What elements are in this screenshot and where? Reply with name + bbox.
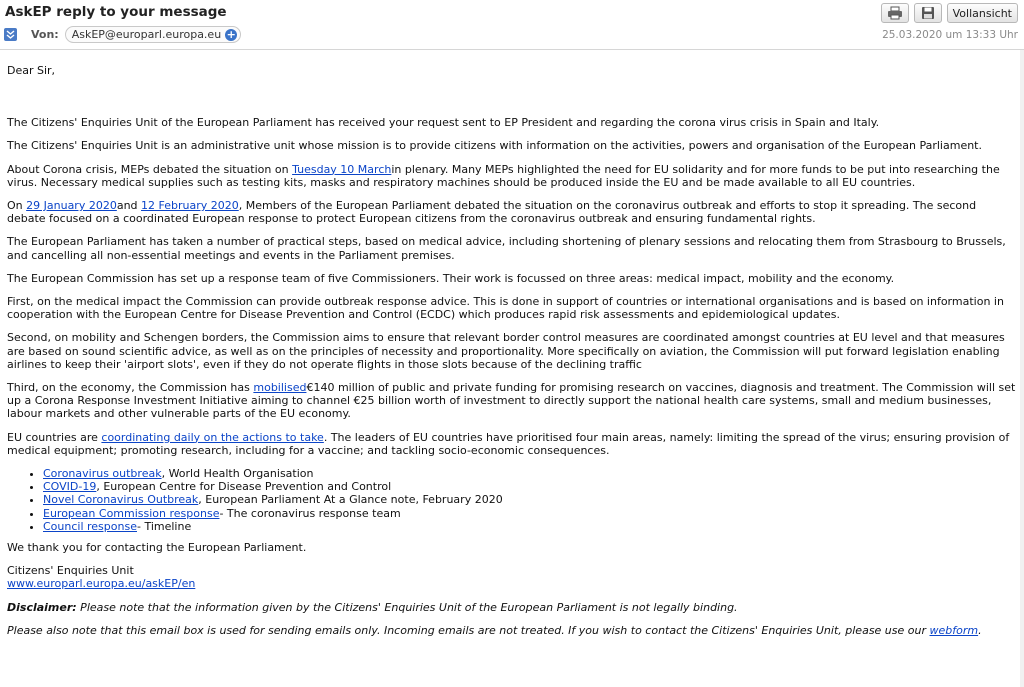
signature <box>7 564 1016 590</box>
text: €140 million of public and private funding for promising research on vaccines, diagnosis and treatment. The Commission will set up a Corona Response Investment Initiative aiming to channel €25 billion worth of investment to directly support the national health care systems, small and medium businesses, labour markets and other vulnerable parts of the EU economy. <box>7 381 1016 421</box>
text: Third, on the economy, the Commission has <box>7 381 254 395</box>
floppy-disk-icon <box>921 6 935 20</box>
fullview-button[interactable]: Vollansicht <box>947 3 1018 23</box>
list-item <box>43 467 1016 480</box>
link-29-january-2020[interactable]: 29 January 2020 <box>26 199 117 213</box>
sender-address: AskEP@europarl.europa.eu <box>71 28 222 41</box>
paragraph <box>7 199 1016 225</box>
printer-icon <box>887 6 903 20</box>
print-button[interactable] <box>881 3 909 23</box>
message-body <box>0 50 1024 637</box>
text: . The leaders of EU countries have prioritised four main areas, namely: limiting the spread of the virus; ensuring provision of medical equipment; promoting research, including for a vaccine; and tackling socio-economic consequences. <box>7 430 1010 457</box>
link-coordinating-daily[interactable]: coordinating daily on the actions to take <box>101 430 324 444</box>
message-subject: AskEP reply to your message <box>5 4 227 20</box>
save-button[interactable] <box>914 3 942 23</box>
webform-link[interactable]: webform <box>929 623 979 637</box>
link-coronavirus-outbreak[interactable]: Coronavirus outbreak <box>43 467 162 481</box>
text: - The coronavirus response team <box>219 506 401 520</box>
text: , European Centre for Disease Prevention and Control <box>96 480 392 494</box>
paragraph <box>7 163 1016 189</box>
paragraph <box>7 431 1016 457</box>
paragraph: First, on the medical impact the Commission can provide outbreak response advice. This is done in support of countries or international organisations and is based on information in cooperation with the European Centre for Disease Prevention and Control (ECDC) which produces rapid risk assessments and epidemiological updates. <box>7 295 1004 322</box>
from-label: Von: <box>31 28 59 41</box>
link-european-commission-response[interactable]: European Commission response <box>43 506 220 520</box>
thanks-line: We thank you for contacting the European Parliament. <box>7 541 307 555</box>
chevron-down-icon <box>6 30 15 39</box>
link-tuesday-10-march[interactable]: Tuesday 10 March <box>292 162 392 176</box>
text: On <box>7 199 27 213</box>
expand-header-icon[interactable] <box>4 28 17 41</box>
message-toolbar <box>881 3 1018 23</box>
text: , World Health Organisation <box>161 467 314 481</box>
list-item <box>43 480 1016 493</box>
message-header <box>0 0 1024 50</box>
text: in plenary. Many MEPs highlighted the need for EU solidarity and for more funds to be put into researching the virus. Necessary medical supplies such as testing kits, masks and respiratory machines should be produced inside the EU and be made available to all EU countries. <box>7 162 1000 189</box>
link-novel-coronavirus-outbreak[interactable]: Novel Coronavirus Outbreak <box>43 493 199 507</box>
text: Please also note that this email box is used for sending emails only. Incoming emails are not treated. If you wish to contact the Citizens' Enquiries Unit, please use our <box>7 623 930 637</box>
list-item <box>43 520 1016 533</box>
resource-link-list <box>7 467 1016 533</box>
link-12-february-2020[interactable]: 12 February 2020 <box>141 199 239 213</box>
text: , Members of the European Parliament debated the situation on the coronavirus outbreak and efforts to stop it spreading. The second debate focused on a coordinated European response to protect European citizens from the coronavirus outbreak and ensuring fundamental rights. <box>7 199 977 226</box>
sending-only-note <box>7 624 1016 637</box>
link-council-response[interactable]: Council response <box>43 519 137 533</box>
greeting: Dear Sir, <box>7 64 56 77</box>
scrollbar[interactable] <box>1020 50 1024 687</box>
text: EU countries are <box>7 430 102 444</box>
paragraph: The Citizens' Enquiries Unit of the European Parliament has received your request sent to EP President and regarding the corona virus crisis in Spain and Italy. <box>7 116 880 130</box>
paragraph: Second, on mobility and Schengen borders, the Commission aims to ensure that relevant border control measures are coordinated amongst countries at EU level and that measures are based on sound scientific advice, as well as on the principles of necessity and proportionality. More specifically on aviation, the Commission will put forward legislation enabling airlines to keep their 'airport slots', even if they do not operate flights in those slots because of the declining traffic <box>7 331 1005 371</box>
paragraph <box>7 381 1016 421</box>
text: - Timeline <box>136 519 192 533</box>
text: , European Parliament At a Glance note, February 2020 <box>198 493 503 507</box>
link-mobilised[interactable]: mobilised <box>253 381 307 395</box>
askep-url-link[interactable]: www.europarl.europa.eu/askEP/en <box>7 577 196 591</box>
list-item <box>43 493 1016 506</box>
disclaimer-text: Please note that the information given by the Citizens' Enquiries Unit of the European Parliament is not legally binding. <box>76 600 738 614</box>
list-item <box>43 507 1016 520</box>
disclaimer-label: Disclaimer: <box>7 600 77 614</box>
add-contact-icon[interactable]: + <box>226 27 236 41</box>
text: . <box>978 623 982 637</box>
signature-name: Citizens' Enquiries Unit <box>7 564 134 578</box>
text: and <box>116 199 142 213</box>
paragraph: The European Commission has set up a response team of five Commissioners. Their work is focussed on three areas: medical impact, mobility and the economy. <box>7 271 895 285</box>
disclaimer <box>7 601 1016 614</box>
paragraph: The Citizens' Enquiries Unit is an administrative unit whose mission is to provide citizens with information on the activities, powers and organisation of the European Parliament. <box>7 139 982 153</box>
message-date: 25.03.2020 um 13:33 Uhr <box>882 29 1018 41</box>
link-covid-19[interactable]: COVID-19 <box>43 480 97 494</box>
from-row <box>4 26 241 43</box>
text: About Corona crisis, MEPs debated the situation on <box>7 162 293 176</box>
paragraph: The European Parliament has taken a number of practical steps, based on medical advice, including shortening of plenary sessions and relocating them from Strasbourg to Brussels, and cancelling all non-essential meetings and events in the Parliament premises. <box>7 235 1006 262</box>
sender-address-pill[interactable] <box>65 26 241 43</box>
